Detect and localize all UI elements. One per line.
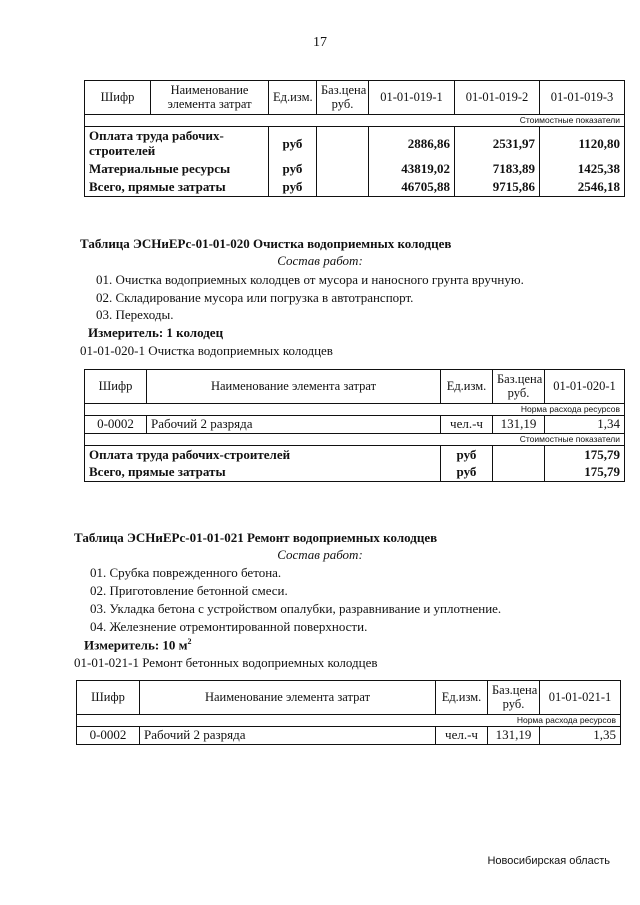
header-col-019-1: 01-01-019-1 <box>369 81 455 115</box>
subheader-costs: Стоимостные показатели <box>85 115 625 127</box>
row-total-name: Всего, прямые затраты <box>85 179 269 197</box>
section-020-meter: Измеритель: 1 колодец <box>88 325 224 340</box>
section-021-composition-title: Состав работ: <box>277 547 363 562</box>
section-021-title: Таблица ЭСНиЕРс-01-01-021 Ремонт водоприемных колодцев <box>74 530 438 545</box>
section-020-composition-title: Состав работ: <box>277 253 363 268</box>
row-labor-v2: 2531,97 <box>455 127 540 161</box>
resource-code: 0-0002 <box>85 416 147 434</box>
section-021-meter <box>84 637 192 653</box>
row-total-v3: 2546,18 <box>540 179 625 197</box>
row-total-price <box>317 179 369 197</box>
section-020-code-line: 01-01-020-1 Очистка водоприемных колодцев <box>80 343 333 358</box>
footer-region: Новосибирская область <box>487 855 610 867</box>
row-total-v1: 46705,88 <box>369 179 455 197</box>
header-base-price: Баз.цена руб. <box>493 370 545 404</box>
cost-total-unit: руб <box>441 464 493 482</box>
resource-code: 0-0002 <box>77 727 140 745</box>
cost-table-019 <box>84 80 625 197</box>
cost-total-name: Всего, прямые затраты <box>85 464 441 482</box>
header-col-019-2: 01-01-019-2 <box>455 81 540 115</box>
row-materials-v1: 43819,02 <box>369 161 455 179</box>
row-labor-v1: 2886,86 <box>369 127 455 161</box>
cost-labor-unit: руб <box>441 446 493 464</box>
row-total-v2: 9715,86 <box>455 179 540 197</box>
header-unit: Ед.изм. <box>269 81 317 115</box>
resource-name: Рабочий 2 разряда <box>140 727 436 745</box>
header-code: Шифр <box>85 370 147 404</box>
header-col-019-3: 01-01-019-3 <box>540 81 625 115</box>
header-col-020-1: 01-01-020-1 <box>545 370 625 404</box>
section-020-item-3: 03. Переходы. <box>96 307 174 322</box>
section-021-meter-text: Измеритель: 10 м <box>84 637 188 653</box>
section-021-item-2: 02. Приготовление бетонной смеси. <box>90 583 288 598</box>
header-base-price: Баз.цена руб. <box>317 81 369 115</box>
resource-table-021 <box>76 680 621 745</box>
header-base-price: Баз.цена руб. <box>488 681 540 715</box>
row-labor-price <box>317 127 369 161</box>
cost-labor-name: Оплата труда рабочих-строителей <box>85 446 441 464</box>
section-021-item-1: 01. Срубка поврежденного бетона. <box>90 565 282 580</box>
resource-table-020 <box>84 369 625 482</box>
section-021-item-4: 04. Железнение отремонтированной поверхности. <box>90 619 368 634</box>
row-labor-name: Оплата труда рабочих-строителей <box>85 127 269 161</box>
cost-total-price <box>493 464 545 482</box>
row-labor-unit: руб <box>269 127 317 161</box>
header-col-021-1: 01-01-021-1 <box>540 681 621 715</box>
section-020-title: Таблица ЭСНиЕРс-01-01-020 Очистка водоприемных колодцев <box>80 236 452 251</box>
row-materials-unit: руб <box>269 161 317 179</box>
subheader-resources: Норма расхода ресурсов <box>77 715 621 727</box>
header-code: Шифр <box>77 681 140 715</box>
section-021-code-line: 01-01-021-1 Ремонт бетонных водоприемных колодцев <box>74 655 378 670</box>
resource-unit: чел.-ч <box>436 727 488 745</box>
section-021-meter-sup: 2 <box>187 637 192 646</box>
header-name: Наименование элемента затрат <box>140 681 436 715</box>
header-unit: Ед.изм. <box>436 681 488 715</box>
resource-price: 131,19 <box>488 727 540 745</box>
resource-value: 1,34 <box>545 416 625 434</box>
header-name: Наименование элемента затрат <box>151 81 269 115</box>
page-number: 17 <box>313 35 327 50</box>
cost-labor-value: 175,79 <box>545 446 625 464</box>
resource-price: 131,19 <box>493 416 545 434</box>
section-020-item-2: 02. Складирование мусора или погрузка в автотранспорт. <box>96 290 414 305</box>
row-materials-name: Материальные ресурсы <box>85 161 269 179</box>
row-total-unit: руб <box>269 179 317 197</box>
row-materials-v3: 1425,38 <box>540 161 625 179</box>
row-labor-v3: 1120,80 <box>540 127 625 161</box>
resource-name: Рабочий 2 разряда <box>147 416 441 434</box>
header-code: Шифр <box>85 81 151 115</box>
cost-labor-price <box>493 446 545 464</box>
section-020-item-1: 01. Очистка водоприемных колодцев от мусора и наносного грунта вручную. <box>96 272 524 287</box>
subheader-resources: Норма расхода ресурсов <box>85 404 625 416</box>
header-name: Наименование элемента затрат <box>147 370 441 404</box>
section-021-item-3: 03. Укладка бетона с устройством опалубки, разравнивание и уплотнение. <box>90 601 502 616</box>
resource-value: 1,35 <box>540 727 621 745</box>
subheader-costs: Стоимостные показатели <box>85 434 625 446</box>
header-unit: Ед.изм. <box>441 370 493 404</box>
row-materials-v2: 7183,89 <box>455 161 540 179</box>
resource-unit: чел.-ч <box>441 416 493 434</box>
cost-total-value: 175,79 <box>545 464 625 482</box>
row-materials-price <box>317 161 369 179</box>
